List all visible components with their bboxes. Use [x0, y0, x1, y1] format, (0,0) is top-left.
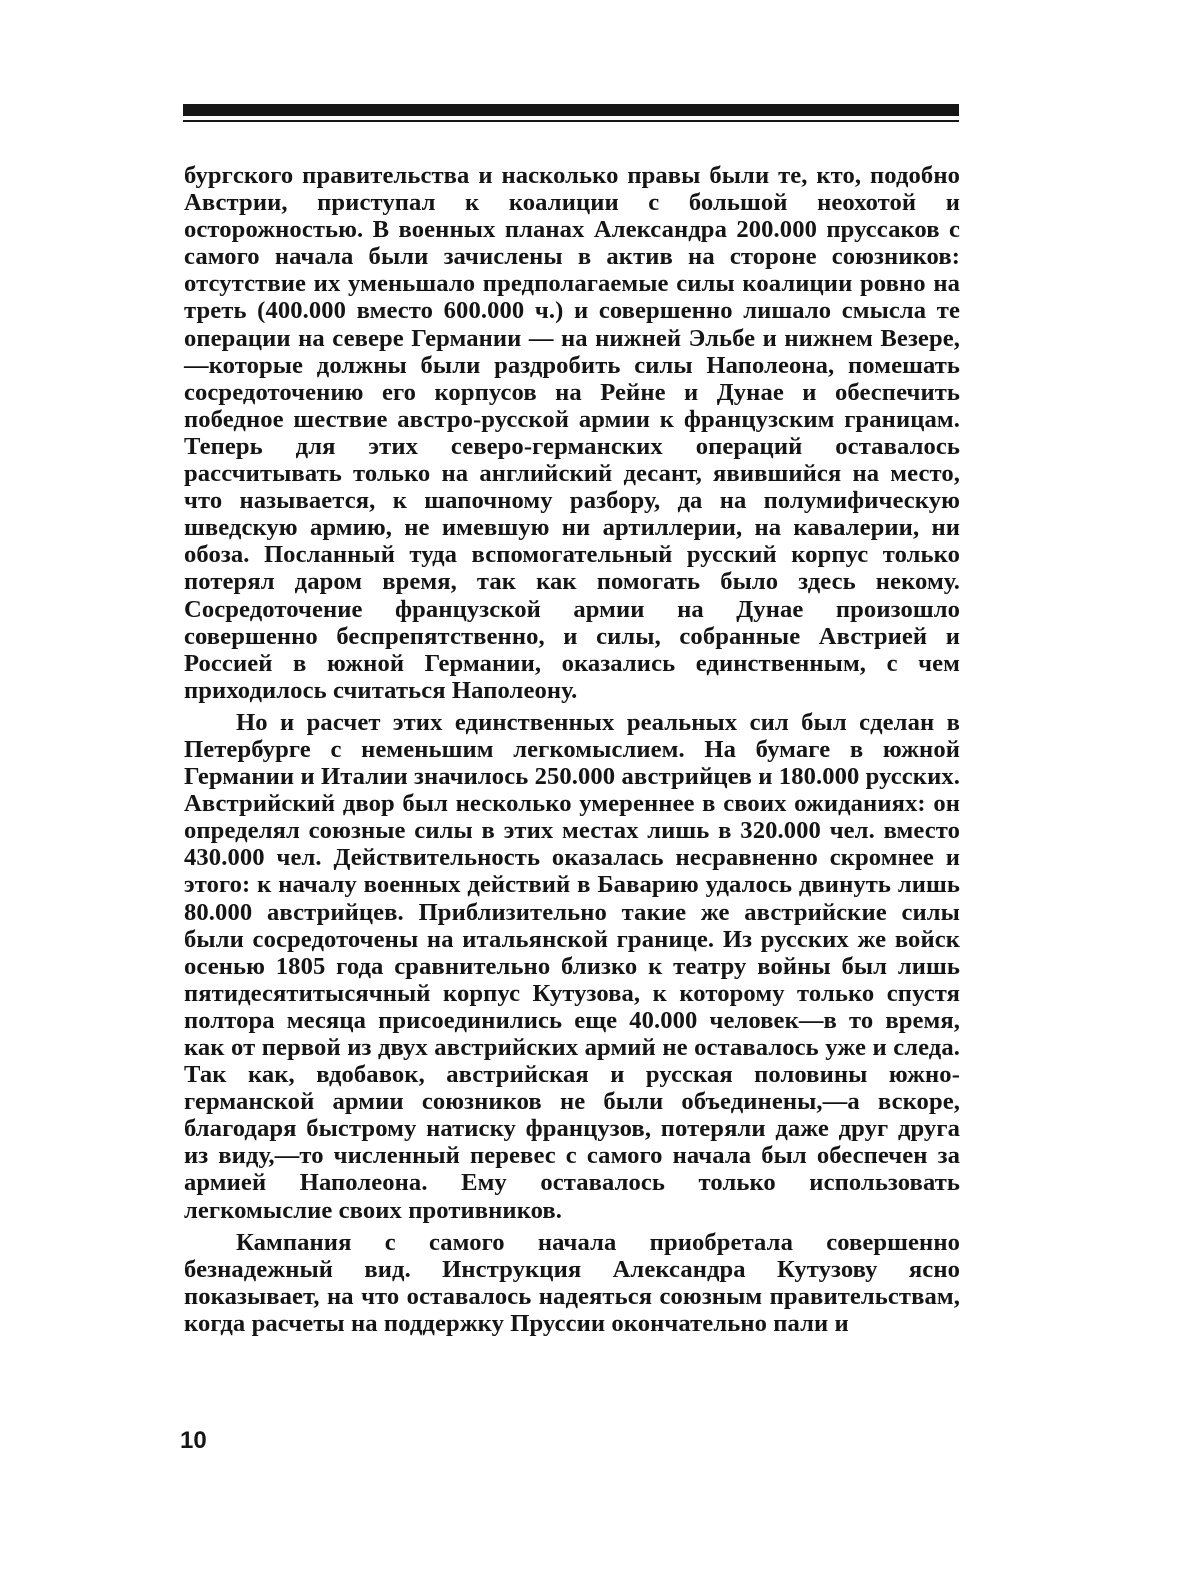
paragraph-1: бургского правительства и насколько правы были те, кто, подобно Австрии, приступал к коалиции с большой неохотой и осторожностью. В военных планах Александра 200.000 пруссаков с самого начала были зачислены в актив на стороне союзников: отсутствие их уменьшало предполагаемые силы коалиции ровно на треть (400.000 вместо 600.000 ч.) и совершенно лишало смысла те операции на севере Германии — на нижней Эльбе и нижнем Везере,—которые должны были раздробить силы Наполеона, помешать сосредоточению его корпусов на Рейне и Дунае и обеспечить победное шествие австро-русской армии к французским границам. Теперь для этих северо-германских операций оставалось рассчитывать только на английский десант, явившийся на место, что называется, к шапочному разбору, да на полумифическую шведскую армию, не имевшую ни артиллерии, на кавалерии, ни обоза. Посланный туда вспомогательный русский корпус только потерял даром время, так как помогать было здесь некому. Сосредоточение французской армии на Дунае произошло совершенно беспрепятственно, и силы, собранные Австрией и Россией в южной Германии, оказались единственным, с чем приходилось считаться Наполеону. — [184, 162, 960, 704]
header-rule — [183, 104, 959, 122]
body-text — [184, 162, 960, 1337]
page-number: 10 — [180, 1427, 207, 1454]
paragraph-3: Кампания с самого начала приобретала совершенно безнадежный вид. Инструкция Александра Кутузову ясно показывает, на что оставалось надеяться союзным правительствам, когда расчеты на поддержку Пруссии окончательно пали и — [184, 1228, 960, 1337]
header-rule-thin — [183, 120, 959, 122]
paragraph-2: Но и расчет этих единственных реальных сил был сделан в Петербурге с неменьшим легкомыслием. На бумаге в южной Германии и Италии значилось 250.000 австрийцев и 180.000 русских. Австрийский двор был несколько умереннее в своих ожиданиях: он определял союзные силы в этих местах лишь в 320.000 чел. вместо 430.000 чел. Действительность оказалась несравненно скромнее и этого: к началу военных действий в Баварию удалось двинуть лишь 80.000 австрийцев. Приблизительно такие же австрийские силы были сосредоточены на итальянской границе. Из русских же войск осенью 1805 года сравнительно близко к театру войны был лишь пятидесятитысячный корпус Кутузова, к которому только спустя полтора месяца присоединились еще 40.000 человек—в то время, как от первой из двух австрийских армий не оставалось уже и следа. Так как, вдобавок, австрийская и русская половины южно-германской армии союзников не были объединены,—а вскоре, благодаря быстрому натиску французов, потеряли даже друг друга из виду,—то численный перевес с самого начала был обеспечен за армией Наполеона. Ему оставалось только использовать легкомыслие своих противников. — [184, 708, 960, 1224]
header-rule-thick — [183, 104, 959, 116]
